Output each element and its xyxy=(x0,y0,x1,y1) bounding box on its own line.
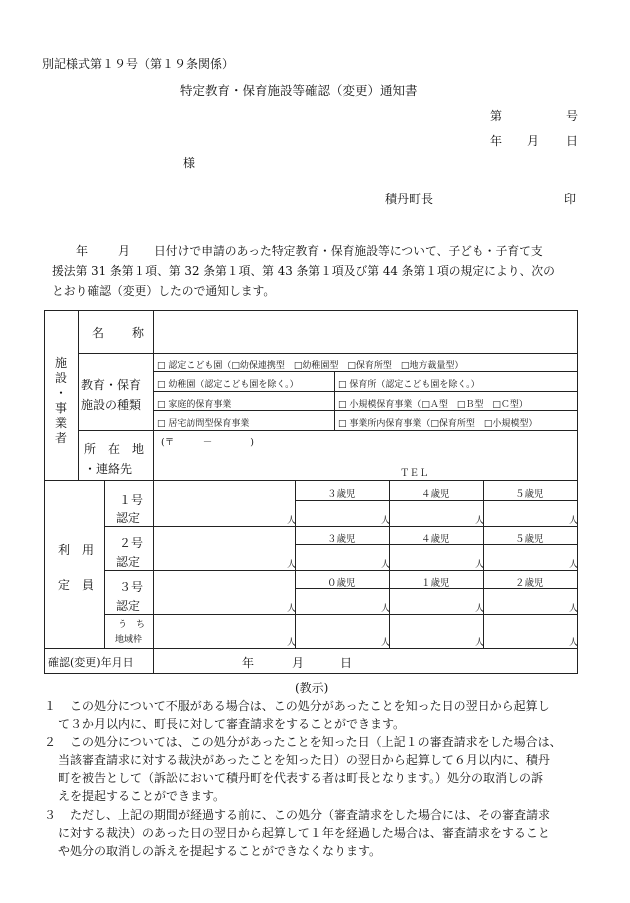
confirm-date-year: 年 xyxy=(242,656,255,670)
unit: 人 xyxy=(381,604,391,614)
document-title: 特定教育・保育施設等確認（変更）通知書 xyxy=(180,83,418,98)
name-label-1: 名 xyxy=(92,326,105,340)
cert2-age-a: ３歳児 xyxy=(327,534,356,545)
option-certified-childcare: □ 認定こども園（□幼保連携型 □幼稚園型 □保育所型 □地方裁量型） xyxy=(157,361,464,371)
capacity-label-1: 利 用 xyxy=(58,543,95,557)
cert1-age-c: ５歳児 xyxy=(515,489,544,500)
teaching-1-line-1: この処分について不服がある場合は、この処分があったことを知った日の翌日から起算し xyxy=(70,699,550,713)
date-year: 年 xyxy=(490,134,503,148)
cert3-age-a: ０歳児 xyxy=(327,578,356,589)
unit: 人 xyxy=(475,516,485,526)
unit: 人 xyxy=(475,604,485,614)
option-kindergarten: □ 幼稚園（認定こども園を除く。） xyxy=(157,380,299,390)
teaching-3-line-2: に対する裁決）のあった日の翌日から起算して１年を経過した場合は、審査請求をすること xyxy=(58,826,550,840)
unit: 人 xyxy=(287,638,297,648)
cert1-label-1: １号 xyxy=(119,493,144,507)
teaching-1-line-2: て３か月以内に、町長に対して審査請求をすることができます。 xyxy=(58,717,406,731)
cert2-label-2: 認定 xyxy=(116,555,141,569)
unit: 人 xyxy=(287,516,297,526)
unit: 人 xyxy=(569,560,579,570)
issuer: 積丹町長 xyxy=(385,192,434,206)
facility-type-label-2: 施設の種類 xyxy=(81,398,142,412)
teaching-3-line-1: ただし、上記の期間が経過する前に、この処分（審査請求をした場合には、その審査請求 xyxy=(70,808,551,822)
addressee-suffix: 様 xyxy=(183,156,196,170)
address-label-1: 所 在 地 xyxy=(84,442,145,456)
option-home-visit: □ 居宅訪問型保育事業 xyxy=(157,419,250,429)
cert3-label-2: 認定 xyxy=(116,599,141,613)
facility-type-label-1: 教育・保育 xyxy=(81,378,142,392)
teaching-2-line-4: えを提起することができます。 xyxy=(58,789,226,803)
cert3-label-1: ３号 xyxy=(119,580,144,594)
regional-label-1: う ち xyxy=(118,620,146,630)
teaching-3-line-3: や処分の取消しの訴えを提起することができなくなります。 xyxy=(58,844,382,858)
unit: 人 xyxy=(569,638,579,648)
cert1-age-b: ４歳児 xyxy=(421,489,450,500)
address-label-2: ・連絡先 xyxy=(84,462,133,476)
body-year: 年 xyxy=(76,244,89,258)
option-home-childcare: □ 家庭的保育事業 xyxy=(157,400,232,410)
option-small-scale: □ 小規模保育事業（□Ａ型 □Ｂ型 □Ｃ型） xyxy=(338,400,528,410)
regional-label-2: 地域枠 xyxy=(115,635,143,645)
unit: 人 xyxy=(381,516,391,526)
postal-code: (〒 － ) xyxy=(161,437,254,448)
body-month: 月 xyxy=(118,244,131,258)
unit: 人 xyxy=(475,638,485,648)
teaching-num-1: １ xyxy=(44,699,57,713)
teaching-2-line-2: 当該審査請求に対する裁決があったことを知った日）の翌日から起算して６月以内に、積丹 xyxy=(58,753,550,767)
name-label-2: 称 xyxy=(132,326,145,340)
confirm-date-day: 日 xyxy=(340,656,353,670)
cert3-age-b: １歳児 xyxy=(421,578,450,589)
unit: 人 xyxy=(475,560,485,570)
form-number: 別記様式第１９号（第１９条関係） xyxy=(42,57,235,71)
unit: 人 xyxy=(569,604,579,614)
cert1-label-2: 認定 xyxy=(116,511,141,525)
teaching-2-line-3: 町を被告として（訴訟において積丹町を代表する者は町長となります。）処分の取消しの訴 xyxy=(58,771,544,785)
cert2-age-c: ５歳児 xyxy=(515,534,544,545)
unit: 人 xyxy=(381,560,391,570)
teaching-num-3: ３ xyxy=(44,808,57,822)
date-day: 日 xyxy=(566,134,579,148)
body-line2: 援法第 31 条第１項、第 32 条第１項、第 43 条第１項及び第 44 条第１項の規定により、次の xyxy=(52,264,555,278)
unit: 人 xyxy=(381,638,391,648)
confirm-date-label: 確認(変更)年月日 xyxy=(48,656,134,669)
unit: 人 xyxy=(287,604,297,614)
cert2-label-1: ２号 xyxy=(119,536,144,550)
body-line1-rest: 日付けで申請のあった特定教育・保育施設等について、子ども・子育て支 xyxy=(154,244,543,258)
option-workplace: □ 事業所内保育事業（□保育所型 □小規模型） xyxy=(338,419,538,429)
unit: 人 xyxy=(287,560,297,570)
cert3-age-c: ２歳児 xyxy=(515,578,544,589)
seal-mark: 印 xyxy=(564,192,577,206)
option-nursery: □ 保育所（認定こども園を除く。） xyxy=(338,380,480,390)
cert2-age-b: ４歳児 xyxy=(421,534,450,545)
cert1-age-a: ３歳児 xyxy=(327,489,356,500)
confirm-date-month: 月 xyxy=(292,656,305,670)
section-label: 施 設 ・ 事 業 者 xyxy=(54,356,67,445)
teaching-2-line-1: この処分については、この処分があったことを知った日（上記１の審査請求をした場合は、 xyxy=(70,735,562,749)
confirmation-table xyxy=(44,310,578,674)
teaching-num-2: ２ xyxy=(44,735,57,749)
date-month: 月 xyxy=(527,134,540,148)
body-line3: とおり確認（変更）したので通知します。 xyxy=(52,284,276,298)
capacity-label-2: 定 員 xyxy=(58,578,95,592)
teaching-title: (教示) xyxy=(295,681,329,695)
tel-label: ＴＥＬ xyxy=(400,468,429,479)
number-label: 第 xyxy=(490,109,503,123)
unit: 人 xyxy=(569,516,579,526)
number-suffix: 号 xyxy=(566,109,579,123)
